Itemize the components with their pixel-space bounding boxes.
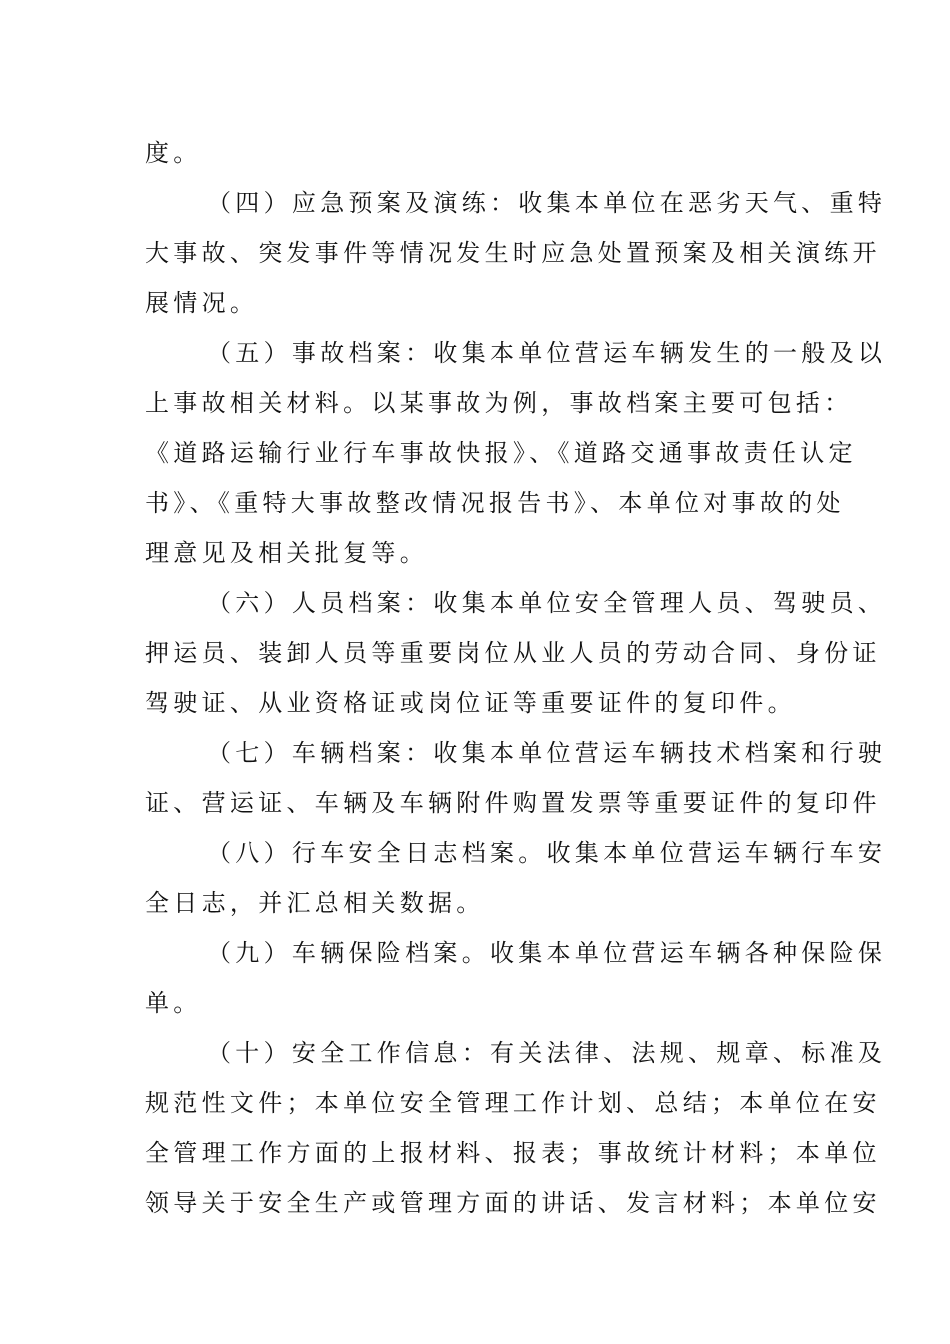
text-line: 驾驶证、从业资格证或岗位证等重要证件的复印件。 bbox=[145, 689, 796, 717]
text-line: 领导关于安全生产或管理方面的讲话、发言材料；本单位安 bbox=[145, 1189, 881, 1217]
text-line: 书》、《重特大事故整改情况报告书》、本单位对事故的处 bbox=[145, 489, 845, 517]
text-line: 大事故、突发事件等情况发生时应急处置预案及相关演练开 bbox=[145, 239, 881, 267]
text-line: 度。 bbox=[145, 139, 202, 167]
section-heading-10: （十）安全工作信息：有关法律、法规、规章、标准及 bbox=[207, 1039, 887, 1067]
text-line: 展情况。 bbox=[145, 289, 259, 317]
section-heading-4: （四）应急预案及演练：收集本单位在恶劣天气、重特 bbox=[207, 189, 887, 217]
section-heading-9: （九）车辆保险档案。收集本单位营运车辆各种保险保 bbox=[207, 939, 887, 967]
text-line: 理意见及相关批复等。 bbox=[145, 539, 428, 567]
text-line: 全日志，并汇总相关数据。 bbox=[145, 889, 485, 917]
text-line: 证、营运证、车辆及车辆附件购置发票等重要证件的复印件 bbox=[145, 789, 881, 817]
section-heading-8: （八）行车安全日志档案。收集本单位营运车辆行车安 bbox=[207, 839, 887, 867]
text-line: 押运员、装卸人员等重要岗位从业人员的劳动合同、身份证 bbox=[145, 639, 881, 667]
document-body bbox=[145, 128, 887, 1228]
section-heading-5: （五）事故档案：收集本单位营运车辆发生的一般及以 bbox=[207, 339, 887, 367]
text-line: 《道路运输行业行车事故快报》、《道路交通事故责任认定 bbox=[145, 439, 857, 467]
text-line: 规范性文件；本单位安全管理工作计划、总结；本单位在安 bbox=[145, 1089, 881, 1117]
text-line: 上事故相关材料。以某事故为例，事故档案主要可包括： bbox=[145, 389, 853, 417]
section-heading-7: （七）车辆档案：收集本单位营运车辆技术档案和行驶 bbox=[207, 739, 887, 767]
text-line: 全管理工作方面的上报材料、报表；事故统计材料；本单位 bbox=[145, 1139, 881, 1167]
section-heading-6: （六）人员档案：收集本单位安全管理人员、驾驶员、 bbox=[207, 589, 887, 617]
text-line: 单。 bbox=[145, 989, 202, 1017]
